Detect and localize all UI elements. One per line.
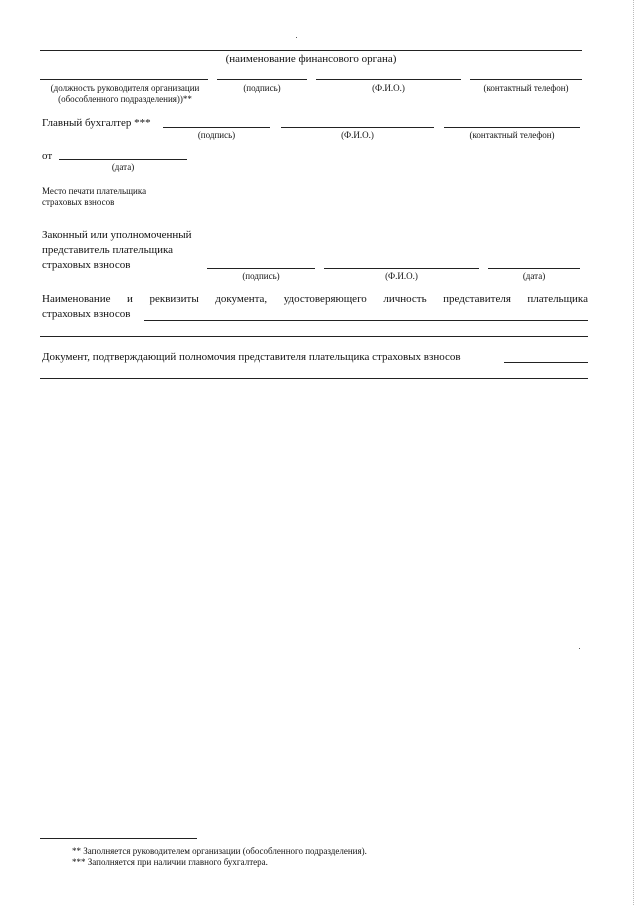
date-prefix: от <box>42 150 53 162</box>
footnote-head: ** Заполняется руководителем организации (обособленного подразделения). <box>72 846 367 856</box>
representative-signature-caption: (подпись) <box>242 271 280 281</box>
footnote-accountant: *** Заполняется при наличии главного бухгалтера. <box>72 857 268 867</box>
identity-doc-line <box>144 320 588 321</box>
chief-phone-caption: (контактный телефон) <box>469 130 555 140</box>
chief-name-caption: (Ф.И.О.) <box>341 130 374 140</box>
authority-doc-label: Документ, подтверждающий полномочия представителя плательщика страховых взносов <box>42 351 461 363</box>
stamp-place-line1: Место печати плательщика <box>42 186 147 196</box>
head-position-line <box>40 79 208 80</box>
stamp-place-line2: страховых взносов <box>42 197 115 207</box>
representative-name-caption: (Ф.И.О.) <box>385 271 418 281</box>
chief-name-line <box>281 127 434 128</box>
head-signature-line <box>217 79 307 80</box>
representative-name-line <box>324 268 479 269</box>
authority-doc-extra-line <box>40 378 588 379</box>
finance-org-caption: (наименование финансового органа) <box>225 53 397 65</box>
head-name-line <box>316 79 461 80</box>
right-page-edge <box>633 0 634 905</box>
identity-doc-line2: страховых взносов <box>42 308 131 320</box>
authority-doc-line <box>504 362 588 363</box>
representative-signature-line <box>207 268 315 269</box>
date-line <box>59 159 187 160</box>
date-caption: (дата) <box>111 162 135 172</box>
representative-line2: представитель плательщика <box>42 244 174 256</box>
footnote-separator <box>40 838 197 839</box>
finance-org-line <box>40 50 582 51</box>
identity-doc-extra-line <box>40 336 588 337</box>
representative-line1: Законный или уполномоченный <box>42 229 192 241</box>
representative-line3: страховых взносов <box>42 259 131 271</box>
representative-date-caption: (дата) <box>522 271 546 281</box>
head-signature-caption: (подпись) <box>243 83 281 93</box>
head-phone-line <box>470 79 582 80</box>
chief-accountant-label: Главный бухгалтер *** <box>42 117 151 129</box>
head-name-caption: (Ф.И.О.) <box>372 83 405 93</box>
head-phone-caption: (контактный телефон) <box>483 83 569 93</box>
scan-speck <box>296 37 297 38</box>
chief-phone-line <box>444 127 580 128</box>
head-position-caption: (должность руководителя организации (обособленного подразделения))** <box>50 83 200 104</box>
chief-signature-caption: (подпись) <box>197 130 236 140</box>
scan-speck <box>579 648 580 649</box>
identity-doc-line1: Наименование и реквизиты документа, удостоверяющего личность представителя плательщика <box>42 293 588 305</box>
chief-signature-line <box>163 127 270 128</box>
representative-date-line <box>488 268 580 269</box>
